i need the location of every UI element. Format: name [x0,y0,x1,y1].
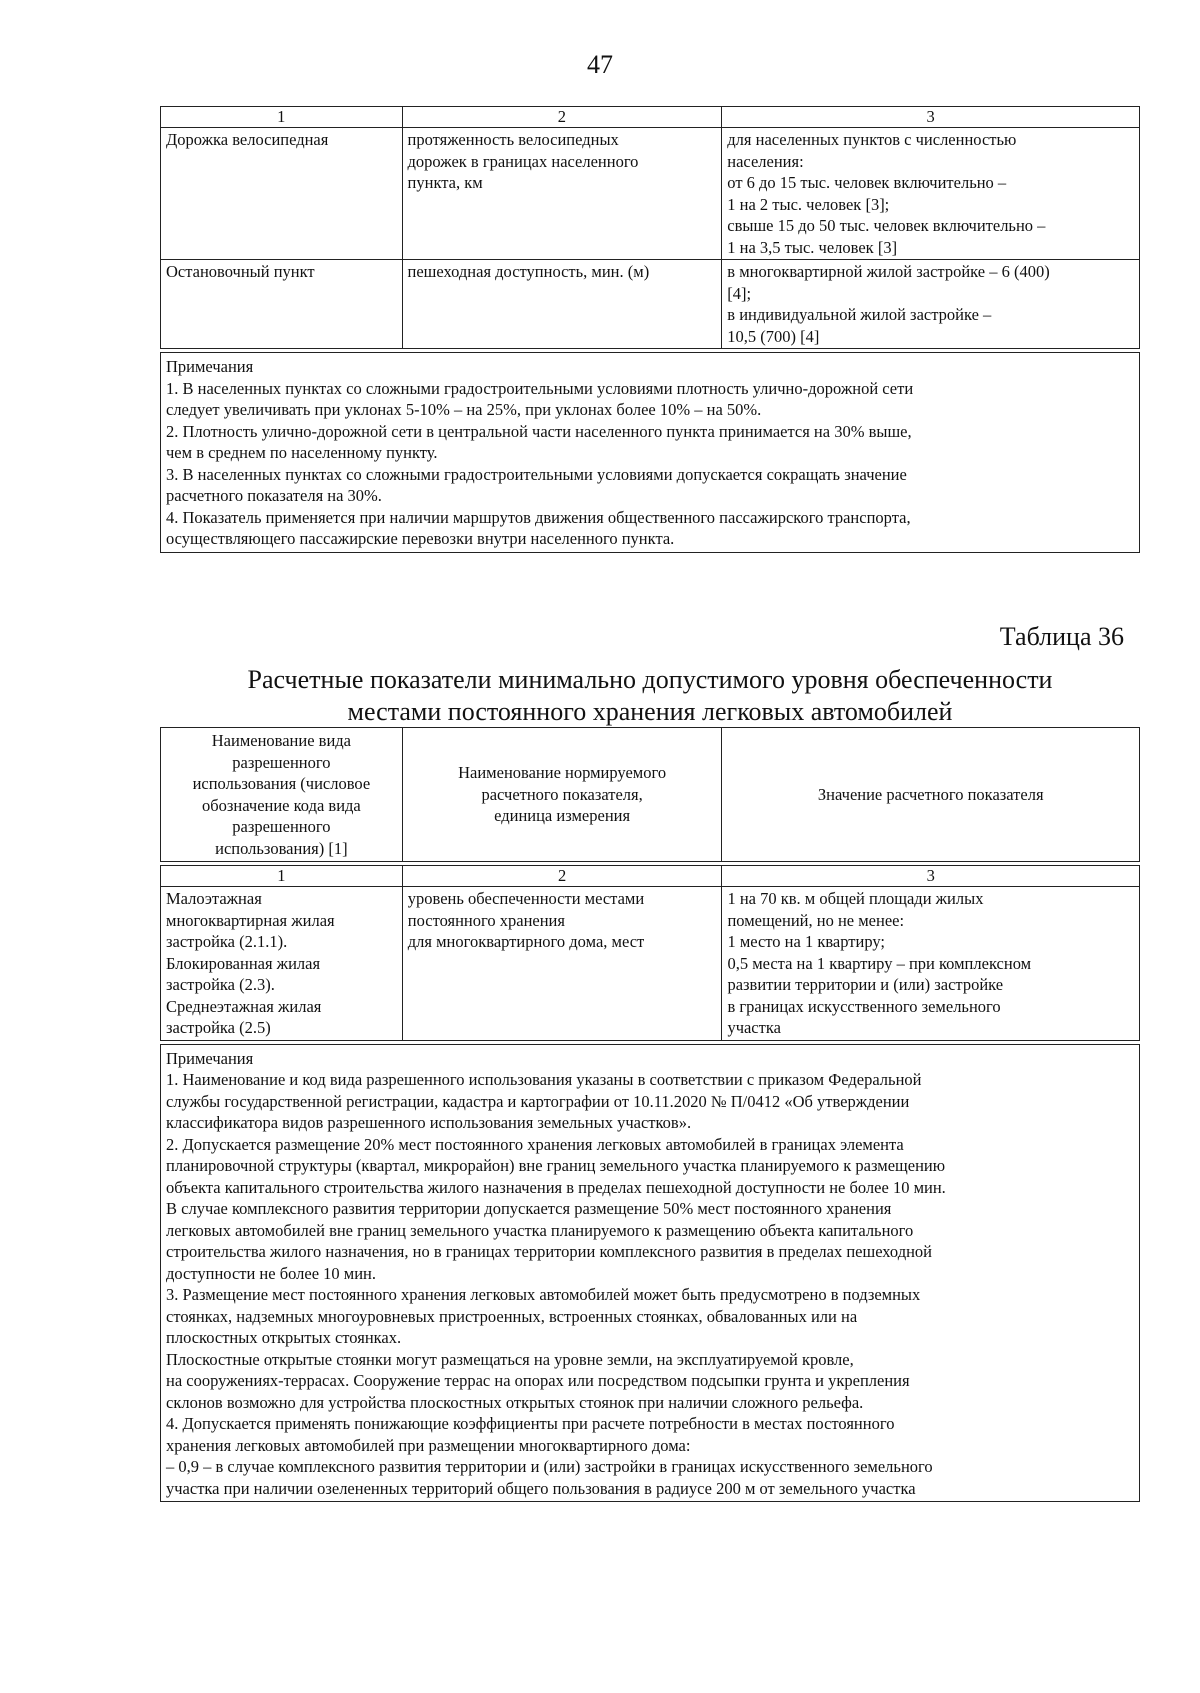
text-line: Малоэтажная [166,889,262,908]
text-line: расчетного показателя, [481,784,643,804]
text-line: участка [727,1018,781,1037]
text-line: в индивидуальной жилой застройке – [727,305,992,324]
note-line: классификатора видов разрешенного использования земельных участков». [166,1113,692,1132]
header-cell [402,728,722,862]
text-line: помещений, но не менее: [727,910,905,930]
note-line: склонов возможно для устройства плоскостных открытых стоянок при наличии сложного рельефа. [166,1392,864,1412]
row-name [161,887,403,1041]
notes-row [161,1044,1140,1502]
title-line: местами постоянного хранения легковых автомобилей [347,697,953,726]
header-row [161,728,1140,862]
note-line: доступности не более 10 мин. [166,1263,376,1283]
table-transport [160,106,1140,553]
text-line: в многоквартирной жилой застройке – 6 (400) [727,262,1050,281]
note-line: объекта капитального строительства жилого назначения в пределах пешеходной доступности не более 10 мин. [166,1177,946,1197]
table-label: Таблица 36 [999,622,1124,651]
row-value [722,260,1140,349]
text-line: 1 на 2 тыс. человек [3]; [727,194,890,214]
table-row-bike-lane [161,128,1140,260]
table-parking [160,727,1140,1502]
row-indicator [402,260,722,349]
table-row-bus-stop [161,260,1140,349]
note-line: 2. Плотность улично-дорожной сети в центральной части населенного пункта принимается на 30% выше, [166,421,912,441]
text-line: в границах искусственного земельного [727,996,1001,1016]
column-number-row [161,107,1140,128]
text-line: развитии территории и (или) застройке [727,975,1004,994]
text-line: 10,5 (700) [4] [727,326,820,346]
note-line: легковых автомобилей вне границ земельного участка планируемого к размещению объекта капитального [166,1220,914,1240]
text-line: обозначение кода вида [201,795,361,815]
text-line: 1 место на 1 квартиру; [727,932,885,951]
text-line: пешеходная доступность, мин. (м) [407,262,650,281]
header-cell [722,728,1140,862]
notes-row [161,353,1140,553]
column-number: 3 [722,866,1140,887]
notes-title: Примечания [166,357,254,376]
text-line: для населенных пунктов с численностью [727,130,1017,149]
note-line: – 0,9 – в случае комплексного развития территории и (или) застройки в границах искусственного земельного [166,1457,933,1476]
text-line: многоквартирная жилая [166,910,335,930]
note-line: службы государственной регистрации, кадастра и картографии от 10.11.2020 № П/0412 «Об утверждении [166,1091,910,1111]
table-row [161,887,1140,1041]
note-line: строительства жилого назначения, но в границах территории комплексного развития в пределах пешеходной [166,1242,933,1261]
text-line: постоянного хранения [407,910,565,930]
note-line: следует увеличивать при уклонах 5-10% – на 25%, при уклонах более 10% – на 50%. [166,400,762,419]
note-line: стоянках, надземных многоуровневых пристроенных, встроенных стоянках, обвалованных или на [166,1306,858,1326]
column-number: 3 [722,107,1140,128]
text-line: населения: [727,151,804,171]
note-line: Плоскостные открытые стоянки могут размещаться на уровне земли, на эксплуатируемой кровле, [166,1349,854,1369]
column-number: 2 [402,866,722,887]
note-line: 1. Наименование и код вида разрешенного использования указаны в соответствии с приказом Федеральной [166,1070,922,1089]
page-number: 47 [587,50,613,79]
note-line: планировочной структуры (квартал, микрорайон) вне границ земельного участка планируемого к размещению [166,1156,946,1175]
text-line: использования (числовое [192,774,371,793]
note-line: хранения легковых автомобилей при размещении многоквартирного дома: [166,1435,691,1455]
text-line: разрешенного [232,752,331,772]
row-indicator [402,887,722,1041]
column-number: 1 [161,107,403,128]
text-line: 1 на 3,5 тыс. человек [3] [727,237,898,257]
note-line: 1. В населенных пунктах со сложными градостроительными условиями плотность улично-дорожной сети [166,378,914,398]
note-line: 2. Допускается размещение 20% мест постоянного хранения легковых автомобилей в границах элемента [166,1134,904,1154]
text-line: свыше 15 до 50 тыс. человек включительно – [727,216,1046,235]
text-line: для многоквартирного дома, мест [407,932,645,951]
text-line: Наименование нормируемого [458,763,667,783]
row-value [722,128,1140,260]
text-line: 1 на 70 кв. м общей площади жилых [727,889,984,908]
text-line: застройка (2.5) [166,1018,271,1037]
note-line: 4. Показатель применяется при наличии маршрутов движения общественного пассажирского транспорта, [166,507,911,527]
row-name: Дорожка велосипедная [161,128,403,260]
text-line: уровень обеспеченности местами [407,889,645,908]
header-cell [161,728,403,862]
note-line: осуществляющего пассажирские перевозки внутри населенного пункта. [166,529,675,548]
row-name: Остановочный пункт [161,260,403,349]
title-line: Расчетные показатели минимально допустимого уровня обеспеченности [247,665,1053,694]
column-number: 2 [402,107,722,128]
column-number-row [161,866,1140,887]
note-line: чем в среднем по населенному пункту. [166,443,438,462]
row-indicator [402,128,722,260]
note-line: расчетного показателя на 30%. [166,486,382,505]
text-line: застройка (2.3). [166,975,275,994]
text-line: Блокированная жилая [166,953,321,973]
text-line: дорожек в границах населенного [407,151,639,171]
text-line: 0,5 места на 1 квартиру – при комплексном [727,953,1032,973]
text-line: от 6 до 15 тыс. человек включительно – [727,173,1007,192]
text-line: Значение расчетного показателя [817,784,1044,804]
notes-cell [161,353,1140,553]
text-line: Наименование вида [211,731,352,750]
text-line: застройка (2.1.1). [166,932,288,951]
text-line: [4]; [727,283,752,303]
note-line: В случае комплексного развития территории допускается размещение 50% мест постоянного хранения [166,1199,892,1218]
note-line: 3. В населенных пунктах со сложными градостроительными условиями допускается сокращать значение [166,464,907,484]
text-line: использования) [1] [215,838,348,858]
note-line: участка при наличии озелененных территорий общего пользования в радиусе 200 м от земельного участка [166,1478,916,1498]
row-value [722,887,1140,1041]
note-line: 3. Размещение мест постоянного хранения легковых автомобилей может быть предусмотрено в подземных [166,1285,921,1304]
note-line: плоскостных открытых стоянках. [166,1328,402,1347]
text-line: пункта, км [407,173,483,192]
text-line: разрешенного [232,817,331,836]
column-number: 1 [161,866,403,887]
text-line: единица измерения [494,806,631,826]
notes-cell [161,1044,1140,1502]
table-title [160,664,1140,728]
note-line: 4. Допускается применять понижающие коэффициенты при расчете потребности в местах постоянного [166,1414,895,1433]
note-line: на сооружениях-террасах. Сооружение террас на опорах или посредством подсыпки грунта и укрепления [166,1371,910,1390]
text-line: Среднеэтажная жилая [166,996,322,1016]
text-line: протяженность велосипедных [407,130,619,149]
notes-title: Примечания [166,1048,254,1068]
